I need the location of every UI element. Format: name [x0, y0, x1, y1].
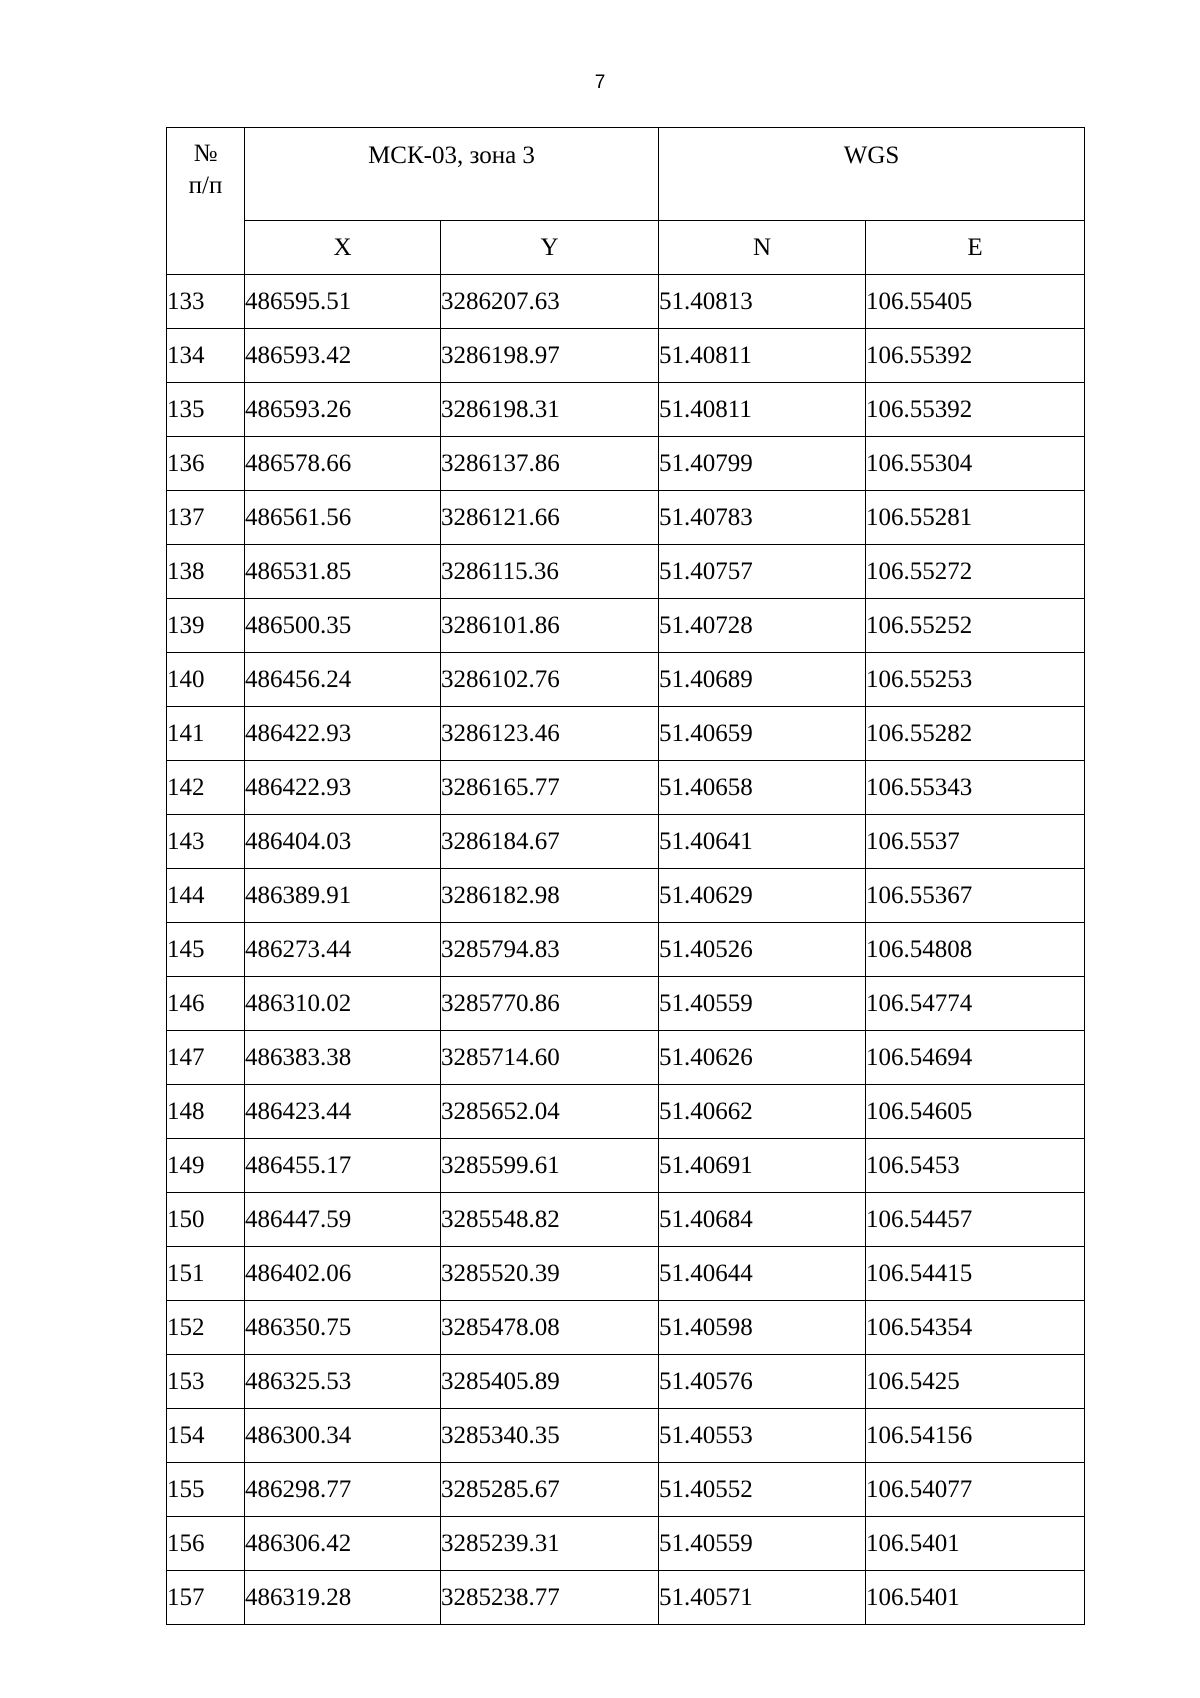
- table-row: [167, 383, 1085, 437]
- x-cell: 486455.17: [245, 1139, 441, 1193]
- point-number-cell: 147: [167, 1031, 245, 1085]
- point-number-cell: 145: [167, 923, 245, 977]
- e-cell: 106.55367: [866, 869, 1085, 923]
- table-row: [167, 977, 1085, 1031]
- n-cell: 51.40811: [659, 383, 866, 437]
- e-column-header: E: [866, 221, 1085, 275]
- x-cell: 486273.44: [245, 923, 441, 977]
- point-number-cell: 150: [167, 1193, 245, 1247]
- point-number-cell: 152: [167, 1301, 245, 1355]
- point-number-cell: 146: [167, 977, 245, 1031]
- n-cell: 51.40757: [659, 545, 866, 599]
- x-cell: 486422.93: [245, 707, 441, 761]
- y-cell: 3286123.46: [441, 707, 659, 761]
- x-cell: 486531.85: [245, 545, 441, 599]
- y-cell: 3286165.77: [441, 761, 659, 815]
- y-cell: 3285714.60: [441, 1031, 659, 1085]
- n-cell: 51.40526: [659, 923, 866, 977]
- n-cell: 51.40559: [659, 977, 866, 1031]
- wgs-group-header: WGS: [659, 128, 1085, 221]
- point-number-cell: 136: [167, 437, 245, 491]
- e-cell: 106.54808: [866, 923, 1085, 977]
- e-cell: 106.54457: [866, 1193, 1085, 1247]
- e-cell: 106.55343: [866, 761, 1085, 815]
- y-cell: 3285794.83: [441, 923, 659, 977]
- y-cell: 3285599.61: [441, 1139, 659, 1193]
- msk-group-header: МСК-03, зона 3: [245, 128, 659, 221]
- n-cell: 51.40659: [659, 707, 866, 761]
- x-cell: 486456.24: [245, 653, 441, 707]
- x-cell: 486325.53: [245, 1355, 441, 1409]
- point-number-cell: 142: [167, 761, 245, 815]
- e-cell: 106.5425: [866, 1355, 1085, 1409]
- x-cell: 486350.75: [245, 1301, 441, 1355]
- x-cell: 486447.59: [245, 1193, 441, 1247]
- point-number-cell: 144: [167, 869, 245, 923]
- e-cell: 106.55252: [866, 599, 1085, 653]
- n-cell: 51.40783: [659, 491, 866, 545]
- y-cell: 3285478.08: [441, 1301, 659, 1355]
- y-cell: 3286184.67: [441, 815, 659, 869]
- point-number-cell: 154: [167, 1409, 245, 1463]
- n-cell: 51.40684: [659, 1193, 866, 1247]
- x-cell: 486319.28: [245, 1571, 441, 1625]
- table-row: [167, 1463, 1085, 1517]
- e-cell: 106.5401: [866, 1517, 1085, 1571]
- e-cell: 106.55304: [866, 437, 1085, 491]
- e-cell: 106.55272: [866, 545, 1085, 599]
- table-row: [167, 1085, 1085, 1139]
- y-cell: 3285238.77: [441, 1571, 659, 1625]
- table-row: [167, 1517, 1085, 1571]
- point-number-cell: 140: [167, 653, 245, 707]
- x-cell: 486389.91: [245, 869, 441, 923]
- page-number: 7: [594, 72, 606, 93]
- x-cell: 486578.66: [245, 437, 441, 491]
- table-row: [167, 1409, 1085, 1463]
- n-cell: 51.40598: [659, 1301, 866, 1355]
- e-cell: 106.54354: [866, 1301, 1085, 1355]
- header-row-groups: [167, 128, 1085, 221]
- e-cell: 106.5401: [866, 1571, 1085, 1625]
- y-cell: 3285770.86: [441, 977, 659, 1031]
- table-row: [167, 1031, 1085, 1085]
- point-number-cell: 137: [167, 491, 245, 545]
- e-cell: 106.55392: [866, 383, 1085, 437]
- e-cell: 106.54694: [866, 1031, 1085, 1085]
- n-cell: 51.40626: [659, 1031, 866, 1085]
- e-cell: 106.55281: [866, 491, 1085, 545]
- table-row: [167, 761, 1085, 815]
- y-cell: 3286207.63: [441, 275, 659, 329]
- table-row: [167, 1139, 1085, 1193]
- n-cell: 51.40571: [659, 1571, 866, 1625]
- n-cell: 51.40641: [659, 815, 866, 869]
- n-column-header: N: [659, 221, 866, 275]
- e-cell: 106.55282: [866, 707, 1085, 761]
- point-number-cell: 143: [167, 815, 245, 869]
- x-cell: 486404.03: [245, 815, 441, 869]
- table-row: [167, 1355, 1085, 1409]
- y-cell: 3285340.35: [441, 1409, 659, 1463]
- y-cell: 3286137.86: [441, 437, 659, 491]
- x-cell: 486500.35: [245, 599, 441, 653]
- e-cell: 106.5453: [866, 1139, 1085, 1193]
- x-cell: 486298.77: [245, 1463, 441, 1517]
- y-cell: 3285405.89: [441, 1355, 659, 1409]
- e-cell: 106.54077: [866, 1463, 1085, 1517]
- n-cell: 51.40689: [659, 653, 866, 707]
- y-cell: 3285520.39: [441, 1247, 659, 1301]
- e-cell: 106.55253: [866, 653, 1085, 707]
- n-cell: 51.40644: [659, 1247, 866, 1301]
- point-number-cell: 138: [167, 545, 245, 599]
- y-cell: 3286182.98: [441, 869, 659, 923]
- n-cell: 51.40799: [659, 437, 866, 491]
- n-cell: 51.40553: [659, 1409, 866, 1463]
- table-row: [167, 653, 1085, 707]
- n-cell: 51.40813: [659, 275, 866, 329]
- y-cell: 3285285.67: [441, 1463, 659, 1517]
- n-cell: 51.40662: [659, 1085, 866, 1139]
- point-number-cell: 155: [167, 1463, 245, 1517]
- x-column-header: X: [245, 221, 441, 275]
- table-row: [167, 491, 1085, 545]
- point-number-cell: 135: [167, 383, 245, 437]
- table-row: [167, 1193, 1085, 1247]
- table-row: [167, 1571, 1085, 1625]
- header-row-columns: [167, 221, 1085, 275]
- y-cell: 3285239.31: [441, 1517, 659, 1571]
- point-number-cell: 148: [167, 1085, 245, 1139]
- point-number-cell: 156: [167, 1517, 245, 1571]
- y-cell: 3286121.66: [441, 491, 659, 545]
- y-column-header: Y: [441, 221, 659, 275]
- table-row: [167, 599, 1085, 653]
- y-cell: 3286101.86: [441, 599, 659, 653]
- n-cell: 51.40658: [659, 761, 866, 815]
- e-cell: 106.55392: [866, 329, 1085, 383]
- e-cell: 106.55405: [866, 275, 1085, 329]
- x-cell: 486310.02: [245, 977, 441, 1031]
- row-number-header-symbol: №: [193, 140, 218, 167]
- table-row: [167, 275, 1085, 329]
- table-row: [167, 869, 1085, 923]
- x-cell: 486306.42: [245, 1517, 441, 1571]
- e-cell: 106.54415: [866, 1247, 1085, 1301]
- table-row: [167, 437, 1085, 491]
- table-row: [167, 815, 1085, 869]
- e-cell: 106.5537: [866, 815, 1085, 869]
- y-cell: 3286115.36: [441, 545, 659, 599]
- table-row: [167, 1247, 1085, 1301]
- table-row: [167, 707, 1085, 761]
- table-body: [167, 275, 1085, 1625]
- x-cell: 486593.42: [245, 329, 441, 383]
- table-row: [167, 329, 1085, 383]
- x-cell: 486423.44: [245, 1085, 441, 1139]
- point-number-cell: 134: [167, 329, 245, 383]
- y-cell: 3286102.76: [441, 653, 659, 707]
- y-cell: 3285652.04: [441, 1085, 659, 1139]
- point-number-cell: 151: [167, 1247, 245, 1301]
- row-number-header-abbr: п/п: [188, 172, 223, 199]
- y-cell: 3286198.31: [441, 383, 659, 437]
- table-row: [167, 545, 1085, 599]
- point-number-cell: 153: [167, 1355, 245, 1409]
- y-cell: 3285548.82: [441, 1193, 659, 1247]
- point-number-cell: 141: [167, 707, 245, 761]
- point-number-cell: 157: [167, 1571, 245, 1625]
- point-number-cell: 133: [167, 275, 245, 329]
- x-cell: 486593.26: [245, 383, 441, 437]
- row-number-header: [167, 128, 245, 275]
- n-cell: 51.40629: [659, 869, 866, 923]
- x-cell: 486422.93: [245, 761, 441, 815]
- n-cell: 51.40691: [659, 1139, 866, 1193]
- e-cell: 106.54156: [866, 1409, 1085, 1463]
- table-row: [167, 923, 1085, 977]
- n-cell: 51.40552: [659, 1463, 866, 1517]
- x-cell: 486300.34: [245, 1409, 441, 1463]
- point-number-cell: 139: [167, 599, 245, 653]
- table-row: [167, 1301, 1085, 1355]
- coordinates-table: [166, 127, 1085, 1625]
- point-number-cell: 149: [167, 1139, 245, 1193]
- x-cell: 486402.06: [245, 1247, 441, 1301]
- x-cell: 486383.38: [245, 1031, 441, 1085]
- n-cell: 51.40728: [659, 599, 866, 653]
- n-cell: 51.40576: [659, 1355, 866, 1409]
- n-cell: 51.40559: [659, 1517, 866, 1571]
- e-cell: 106.54774: [866, 977, 1085, 1031]
- e-cell: 106.54605: [866, 1085, 1085, 1139]
- n-cell: 51.40811: [659, 329, 866, 383]
- y-cell: 3286198.97: [441, 329, 659, 383]
- x-cell: 486561.56: [245, 491, 441, 545]
- x-cell: 486595.51: [245, 275, 441, 329]
